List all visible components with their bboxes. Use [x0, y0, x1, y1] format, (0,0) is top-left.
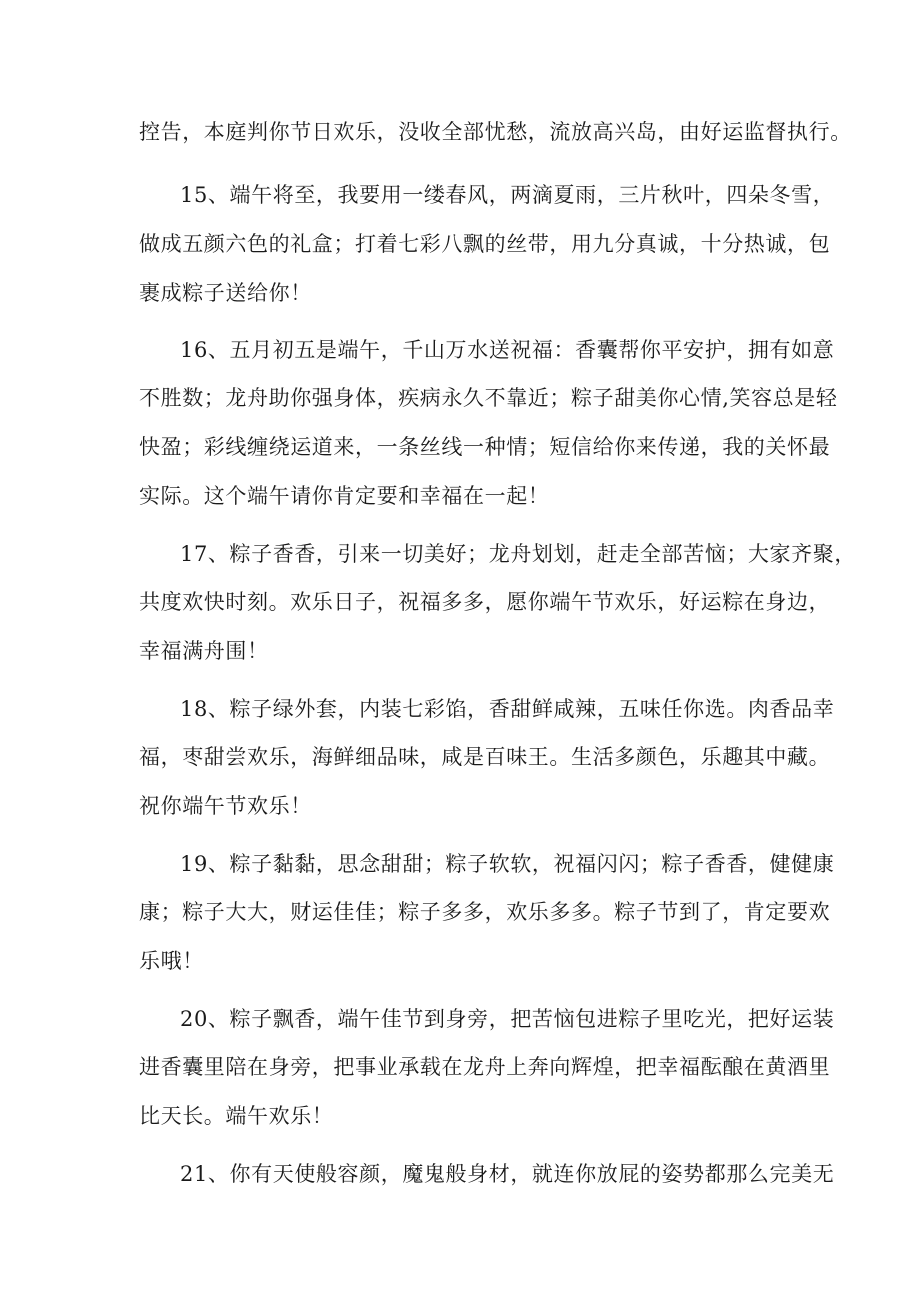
text-line: 共度欢快时刻。欢乐日子，祝福多多，愿你端午节欢乐，好运粽在身边， — [139, 590, 831, 614]
text-line: 做成五颜六色的礼盒；打着七彩八飘的丝带，用九分真诚，十分热诚，包 — [139, 232, 831, 256]
paragraph-18-line: 18、粽子绿外套，内装七彩馅，香甜鲜咸辣，五味任你选。肉香品幸 — [180, 697, 835, 721]
paragraph-19-line: 19、粽子黏黏，思念甜甜；粽子软软，祝福闪闪；粽子香香，健健康 — [180, 852, 835, 876]
text-line: 幸福满舟围！ — [139, 639, 269, 663]
text-line: 快盈；彩线缠绕运道来，一条丝线一种情；短信给你来传递，我的关怀最 — [139, 435, 831, 459]
text-line: 进香囊里陪在身旁，把事业承载在龙舟上奔向辉煌，把幸福酝酿在黄酒里 — [139, 1055, 831, 1079]
paragraph-15-line: 15、端午将至，我要用一缕春风，两滴夏雨，三片秋叶，四朵冬雪， — [180, 183, 835, 207]
text-line: 比天长。端午欢乐！ — [139, 1104, 334, 1128]
text-line: 康；粽子大大，财运佳佳；粽子多多，欢乐多多。粽子节到了，肯定要欢 — [139, 900, 831, 924]
text-line: 乐哦！ — [139, 949, 204, 973]
text-line: 福，枣甜尝欢乐，海鲜细品味，咸是百味王。生活多颜色，乐趣其中藏。 — [139, 745, 831, 769]
paragraph-20-line: 20、粽子飘香，端午佳节到身旁，把苦恼包进粽子里吃光，把好运装 — [180, 1007, 835, 1031]
paragraph-21-line: 21、你有天使般容颜，魔鬼般身材，就连你放屁的姿势都那么完美无 — [180, 1162, 835, 1186]
paragraph-17-line: 17、粽子香香，引来一切美好；龙舟划划，赶走全部苦恼；大家齐聚， — [180, 542, 856, 566]
paragraph-16-line: 16、五月初五是端午，千山万水送祝福：香囊帮你平安护，拥有如意 — [180, 338, 835, 362]
text-line: 实际。这个端午请你肯定要和幸福在一起！ — [139, 484, 550, 508]
text-line: 控告，本庭判你节日欢乐，没收全部忧愁，流放高兴岛，由好运监督执行。 — [139, 120, 852, 144]
text-line: 裹成粽子送给你！ — [139, 281, 312, 305]
text-line: 不胜数；龙舟助你强身体，疾病永久不靠近；粽子甜美你心情,笑容总是轻 — [139, 386, 838, 410]
text-line: 祝你端午节欢乐！ — [139, 794, 312, 818]
